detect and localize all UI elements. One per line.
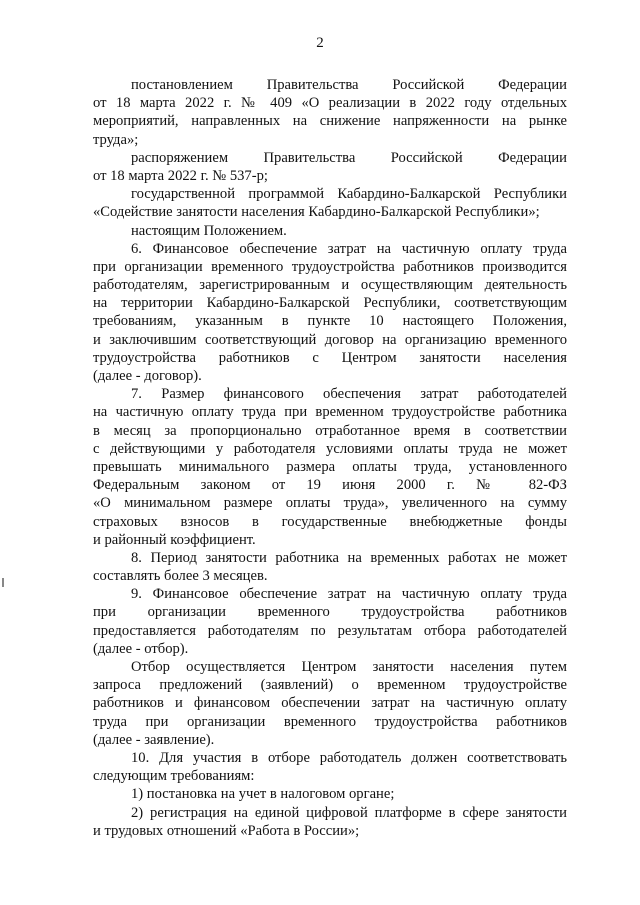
text-line: «Содействие занятости населения Кабардино-Балкарской Республики»; — [93, 204, 540, 221]
scan-margin-mark — [2, 578, 4, 587]
text-line: при организации временного трудоустройства работников — [93, 604, 567, 621]
text-line: страховых взносов в государственные внебюджетные фонды — [93, 513, 567, 530]
text-line: превышать минимального размера оплаты труда, установленного — [93, 458, 567, 475]
text-line: составлять более 3 месяцев. — [93, 568, 268, 585]
page-number: 2 — [316, 35, 324, 51]
text-line: мероприятий, направленных на снижение напряженности на рынке — [93, 113, 567, 130]
text-line: (далее - заявление). — [93, 731, 215, 748]
text-line: и районный коэффициент. — [93, 531, 256, 548]
text-line: распоряжением Правительства Российской Федерации — [131, 149, 567, 166]
text-line: следующим требованиям: — [93, 768, 255, 785]
text-line: трудоустройства работников с Центром занятости населения — [93, 349, 567, 366]
text-line: Отбор осуществляется Центром занятости населения путем — [131, 659, 567, 675]
text-line: (далее - договор). — [93, 368, 202, 384]
text-line: (далее - отбор). — [93, 640, 189, 657]
text-line: 7. Размер финансового обеспечения затрат работодателей — [131, 386, 567, 403]
text-line: постановлением Правительства Российской Федерации — [131, 77, 567, 93]
text-line: и заключившим соответствующий договор на организацию временного — [93, 331, 567, 348]
text-line: от 18 марта 2022 г. № 537-р; — [93, 167, 268, 184]
text-line: при организации временного трудоустройства работников производится — [93, 258, 567, 275]
document-body — [93, 76, 567, 840]
text-line: запроса предложений (заявлений) о временном трудоустройстве — [93, 677, 567, 694]
text-line: труда»; — [93, 131, 139, 148]
text-line: 10. Для участия в отборе работодатель должен соответствовать — [131, 749, 567, 766]
text-line: в месяц за пропорционально отработанное время в соответствии — [93, 422, 567, 439]
text-line: от 18 марта 2022 г. № 409 «О реализации в 2022 году отдельных — [93, 95, 567, 112]
text-line: с действующими у работодателя условиями оплаты труда не может — [93, 440, 567, 457]
text-line: 9. Финансовое обеспечение затрат на частичную оплату труда — [131, 586, 567, 603]
text-line: работников и финансовом обеспечении затрат на частичную оплату — [93, 695, 567, 712]
text-line: 1) постановка на учет в налоговом органе; — [131, 786, 395, 803]
text-line: предоставляется работодателям по результатам отбора работодателей — [93, 622, 567, 639]
text-line: работодателям, зарегистрированным и осуществляющим деятельность — [93, 277, 567, 294]
text-line: труда при организации временного трудоустройства работников — [93, 713, 567, 730]
text-line: и трудовых отношений «Работа в России»; — [93, 822, 360, 839]
text-line: настоящим Положением. — [131, 222, 287, 239]
text-line: требованиям, указанным в пункте 10 настоящего Положения, — [93, 313, 567, 330]
text-line: 6. Финансовое обеспечение затрат на частичную оплату труда — [131, 240, 567, 257]
text-line: 8. Период занятости работника на временных работах не может — [131, 549, 567, 566]
text-line: на территории Кабардино-Балкарской Республики, соответствующим — [93, 295, 567, 312]
text-line: «О минимальном размере оплаты труда», увеличенного на сумму — [93, 495, 567, 512]
text-line: на частичную оплату труда при временном трудоустройстве работника — [93, 404, 567, 421]
text-line: 2) регистрация на единой цифровой платформе в сфере занятости — [131, 804, 567, 821]
text-line: Федеральным законом от 19 июня 2000 г. № 82-ФЗ — [93, 477, 567, 494]
text-line: государственной программой Кабардино-Балкарской Республики — [131, 186, 567, 203]
